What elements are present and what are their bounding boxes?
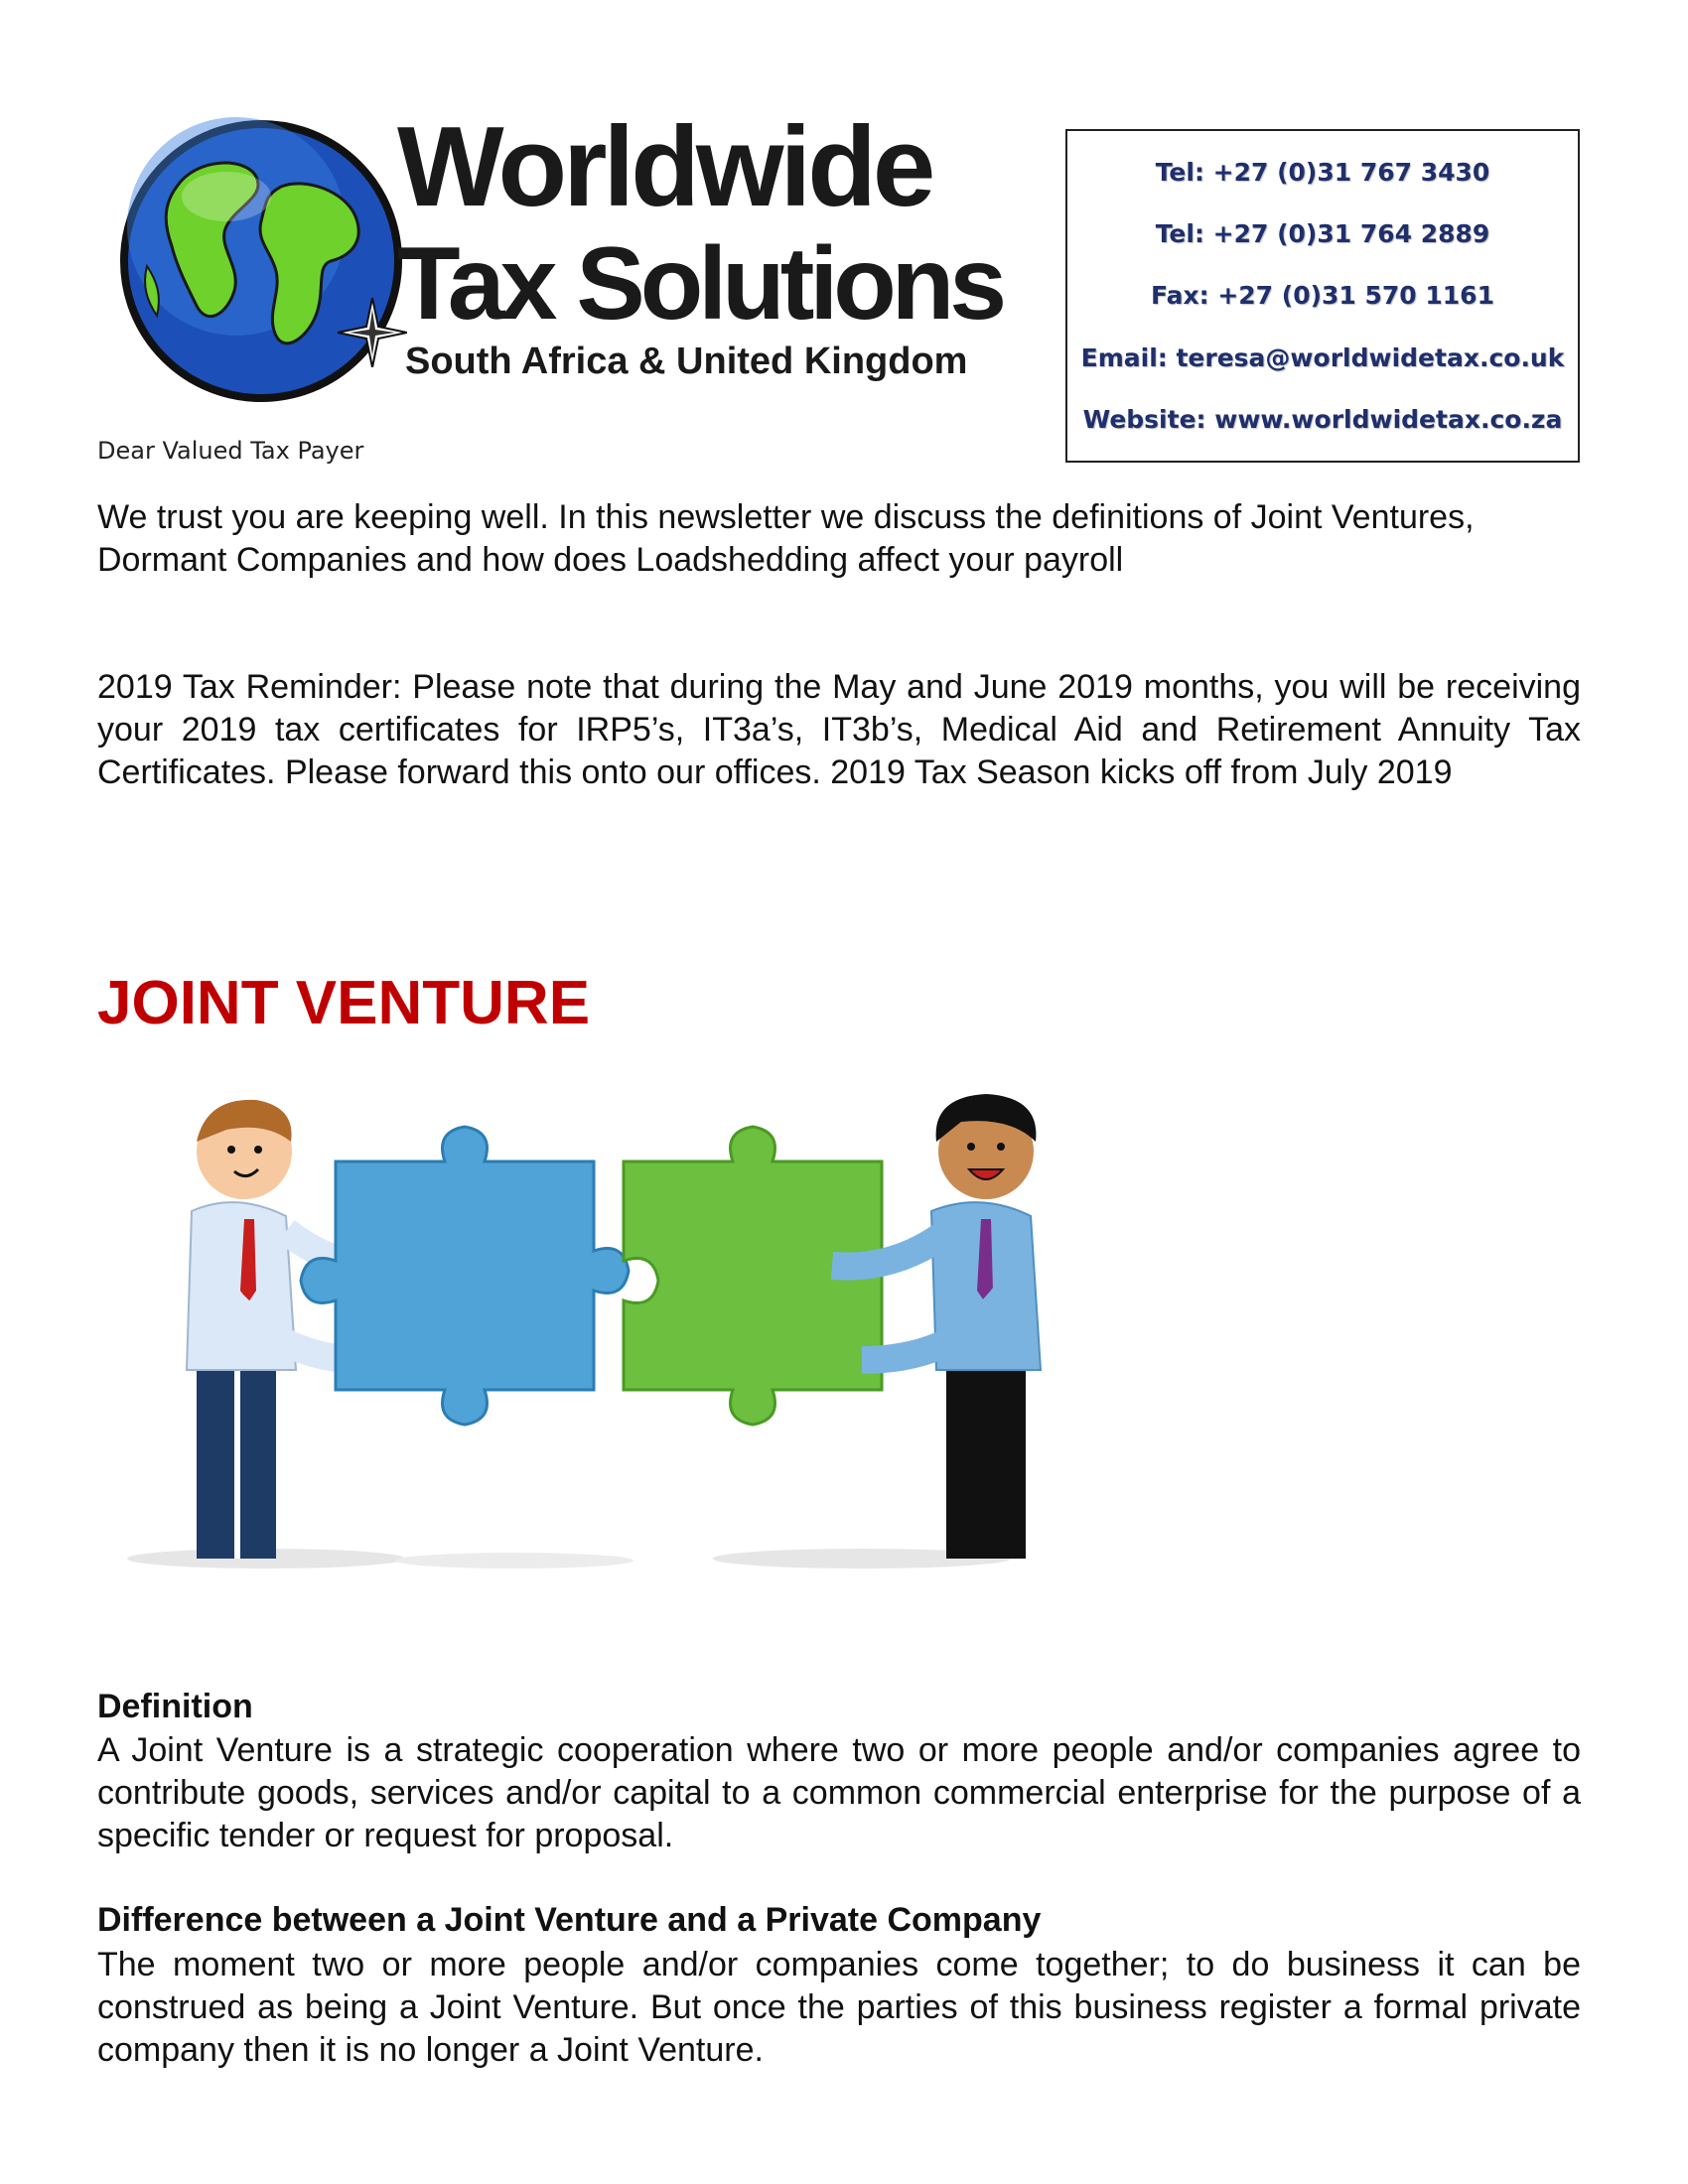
logo-wordmark-line1: Worldwide (397, 104, 932, 230)
contact-email[interactable]: Email: teresa@worldwidetax.co.uk (1080, 342, 1565, 372)
tax-reminder-paragraph: 2019 Tax Reminder: Please note that during the May and June 2019 months, you will be receiving your 2019 tax certificates for IRP5’s, IT3a’s, IT3b’s, Medical Aid and Retirement Annuity Tax Certificates. Please forward this onto our offices. 2019 Tax Season kicks off from July 2019 (97, 668, 1581, 791)
section-title: JOINT VENTURE (97, 969, 591, 1037)
difference-body: The moment two or more people and/or companies come together; to do business it can be construed as being a Joint Venture. But once the parties of this business register a formal private company then it is no longer a Joint Venture. (97, 1946, 1581, 2069)
definition-heading: Definition (97, 1688, 253, 1725)
contact-fax: Fax: +27 (0)31 570 1161 (1151, 281, 1494, 311)
contact-tel-1: Tel: +27 (0)31 767 3430 (1155, 157, 1490, 187)
definition-body: A Joint Venture is a strategic cooperation where two or more people and/or companies agree to contribute goods, services and/or capital to a common commercial enterprise for the purpose of a specific tender or request for proposal. (97, 1731, 1581, 1854)
joint-venture-puzzle-illustration (97, 1042, 1140, 1598)
contact-tel-2: Tel: +27 (0)31 764 2889 (1155, 219, 1490, 249)
logo-tagline: South Africa & United Kingdom (405, 341, 968, 382)
logo-wordmark-line2: Tax Solutions (397, 226, 1003, 341)
difference-heading: Difference between a Joint Venture and a Private Company (97, 1901, 1042, 1939)
salutation: Dear Valued Tax Payer (97, 437, 364, 465)
intro-paragraph: We trust you are keeping well. In this newsletter we discuss the definitions of Joint Ventures, Dormant Companies and how does Loadshedding affect your payroll (97, 498, 1475, 579)
contact-website[interactable]: Website: www.worldwidetax.co.za (1082, 405, 1563, 435)
contact-box (1065, 129, 1580, 463)
